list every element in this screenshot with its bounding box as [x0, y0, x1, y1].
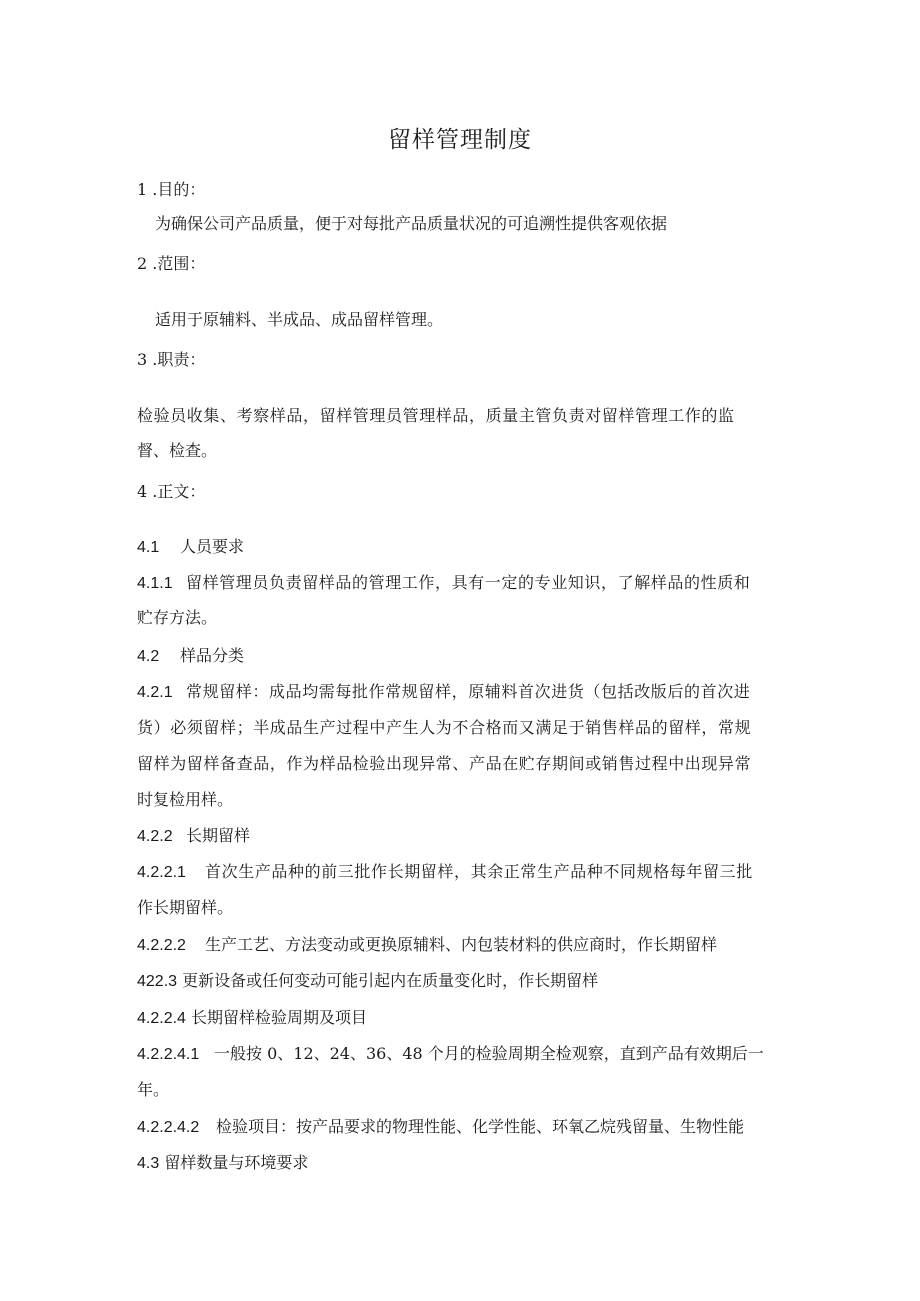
clause-number: 4.2.1	[137, 684, 173, 701]
clause-4-1	[137, 537, 245, 558]
clause-4-1-1-line-1	[137, 573, 751, 594]
clause-number: 4.1	[137, 539, 160, 556]
clause-4-2-2-1-line-2: 作长期留样。	[137, 898, 234, 917]
clause-text: 更新设备或任何变动可能引起内在质量变化时，作长期留样	[182, 971, 599, 990]
section-3-heading: 3 .职责：	[137, 350, 206, 369]
section-1-heading: 1 .目的：	[137, 180, 206, 199]
clause-number: 4.2	[137, 648, 160, 665]
clause-4-2-2-4-2	[137, 1117, 745, 1138]
clause-number: 422.3	[137, 973, 178, 990]
clause-4-2-2-4-1-line-1	[137, 1044, 764, 1065]
clause-4-2-1-line-2: 货）必须留样；半成品生产过程中产生人为不合格而又满足于销售样品的留样，常规	[137, 718, 752, 737]
clause-text: 一般按 0、12、24、36、48 个月的检验周期全检观察，直到产品有效期后一	[214, 1044, 764, 1063]
section-4-heading: 4 .正文：	[137, 482, 206, 501]
section-2-text: 适用于原辅料、半成品、成品留样管理。	[155, 310, 444, 329]
clause-number: 4.2.2	[137, 828, 173, 845]
page-title: 留样管理制度	[388, 127, 532, 153]
clause-text: 人员要求	[180, 537, 245, 556]
clause-text: 留样数量与环境要求	[164, 1153, 309, 1172]
clause-text: 留样管理员负责留样品的管理工作，具有一定的专业知识，了解样品的性质和	[186, 573, 751, 592]
section-2-heading: 2 .范围：	[137, 254, 206, 273]
clause-4-2-1-line-1	[137, 682, 751, 703]
clause-4-2-2	[137, 826, 251, 847]
clause-text: 长期留样检验周期及项目	[191, 1008, 368, 1027]
clause-4-2-1-line-4: 时复检用样。	[137, 790, 234, 809]
section-3-text-line-1: 检验员收集、考察样品，留样管理员管理样品，质量主管负责对留样管理工作的监	[137, 406, 735, 425]
clause-number: 4.2.2.4	[137, 1010, 186, 1027]
clause-4-2	[137, 646, 245, 667]
clause-text: 样品分类	[180, 646, 245, 665]
clause-number: 4.2.2.4.2	[137, 1119, 200, 1136]
clause-number: 4.3	[137, 1155, 160, 1172]
clause-4-2-2-1-line-1	[137, 862, 753, 883]
clause-text: 首次生产品种的前三批作长期留样，其余正常生产品种不同规格每年留三批	[205, 862, 753, 881]
clause-number: 4.2.2.1	[137, 864, 186, 881]
clause-4-2-2-4-1-line-2: 年。	[137, 1080, 170, 1099]
clause-text: 生产工艺、方法变动或更换原辅料、内包装材料的供应商时，作长期留样	[205, 935, 718, 954]
section-1-text: 为确保公司产品质量，便于对每批产品质量状况的可追溯性提供客观依据	[155, 214, 668, 233]
section-3-text-line-2: 督、检查。	[137, 441, 218, 460]
clause-number: 4.2.2.2	[137, 937, 186, 954]
clause-number: 4.1.1	[137, 575, 173, 592]
clause-4-2-2-2	[137, 935, 718, 956]
clause-text: 常规留样：成品均需每批作常规留样，原辅料首次进货（包括改版后的首次进	[186, 682, 751, 701]
clause-4-3	[137, 1153, 308, 1174]
clause-4-2-2-3	[137, 971, 598, 992]
clause-text: 检验项目：按产品要求的物理性能、化学性能、环氧乙烷残留量、生物性能	[216, 1117, 745, 1136]
clause-4-2-1-line-3: 留样为留样备查品，作为样品检验出现异常、产品在贮存期间或销售过程中出现异常	[137, 754, 752, 773]
clause-4-2-2-4	[137, 1008, 367, 1029]
clause-4-1-1-line-2: 贮存方法。	[137, 608, 218, 627]
clause-text: 长期留样	[186, 826, 251, 845]
clause-number: 4.2.2.4.1	[137, 1046, 200, 1063]
